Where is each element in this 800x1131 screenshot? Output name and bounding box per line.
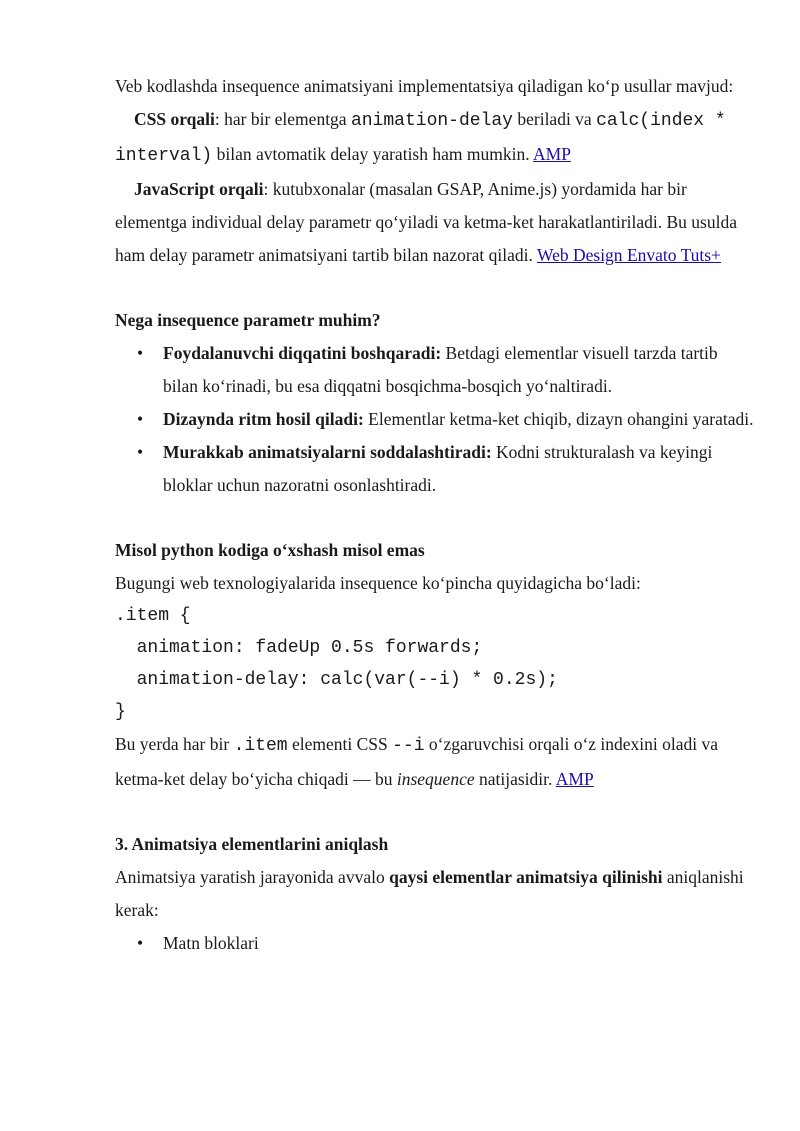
elements-list bbox=[115, 927, 755, 960]
document-page bbox=[115, 70, 755, 960]
code-line: } bbox=[115, 702, 126, 722]
section3-paragraph bbox=[115, 861, 755, 927]
amp-link[interactable]: AMP bbox=[533, 144, 571, 164]
js-text: : kutubxonalar (masalan GSAP, Anime.js) yordamida har bir elementga individual delay parametr qo‘yiladi va ketma-ket harakatlantiriladi. Bu usulda ham delay parametr animatsiyani tartib bilan nazorat qiladi. bbox=[115, 179, 738, 265]
example-explanation bbox=[115, 728, 755, 796]
list-item bbox=[163, 337, 755, 403]
css-text-2: beriladi va bbox=[512, 109, 597, 129]
example-intro: Bugungi web texnologiyalarida insequence ko‘pincha quyidagicha bo‘ladi: bbox=[115, 573, 641, 593]
css-paragraph bbox=[115, 103, 755, 173]
explanation-code-item: .item bbox=[233, 736, 288, 756]
code-line: .item { bbox=[115, 606, 191, 626]
amp-link-2[interactable]: AMP bbox=[555, 769, 594, 789]
js-paragraph bbox=[115, 173, 755, 272]
explanation-emphasis: insequence bbox=[396, 769, 475, 789]
list-item-text: Elementlar ketma-ket chiqib, dizayn ohangini yaratadi. bbox=[363, 409, 754, 429]
explanation-text-1: Bu yerda har bir bbox=[115, 734, 234, 754]
why-heading: Nega insequence parametr muhim? bbox=[115, 310, 381, 330]
explanation-text-3: o‘zgaruvchisi orqali o‘z indexini oladi va ketma-ket delay bo‘yicha chiqadi — bu bbox=[115, 734, 719, 789]
css-code-animation-delay: animation-delay bbox=[350, 111, 513, 131]
list-item-text: Kodni strukturalash va keyingi bloklar uchun nazoratni osonlashtiradi. bbox=[163, 442, 713, 495]
list-item bbox=[163, 436, 755, 502]
list-item-bold: Foydalanuvchi diqqatini boshqaradi: bbox=[163, 343, 442, 363]
js-label: JavaScript orqali bbox=[134, 179, 264, 199]
web-design-link-text-2: Envato Tuts+ bbox=[626, 245, 721, 265]
code-line: animation: fadeUp 0.5s forwards; bbox=[115, 638, 483, 658]
explanation-code-var: --i bbox=[392, 736, 425, 756]
intro-paragraph: Veb kodlashda insequence animatsiyani implementatsiya qiladigan ko‘p usullar mavjud: bbox=[115, 76, 734, 96]
code-block bbox=[115, 600, 755, 728]
web-design-link-text-1: Web Design bbox=[536, 245, 627, 265]
code-line: animation-delay: calc(var(--i) * 0.2s); bbox=[115, 670, 558, 690]
list-item bbox=[163, 403, 755, 436]
section3-text-1: Animatsiya yaratish jarayonida avvalo bbox=[115, 867, 390, 887]
list-item: • Matn bloklari bbox=[163, 927, 755, 960]
section3-heading: 3. Animatsiya elementlarini aniqlash bbox=[115, 834, 389, 854]
why-list bbox=[115, 337, 755, 502]
css-text-1: : har bir elementga bbox=[214, 109, 351, 129]
explanation-text-2: elementi CSS bbox=[287, 734, 393, 754]
section3-bold: qaysi elementlar animatsiya qilinishi bbox=[389, 867, 663, 887]
section3-text-2: aniqlanishi kerak: bbox=[115, 867, 744, 920]
list-item-bold: Murakkab animatsiyalarni soddalashtiradi: bbox=[163, 442, 492, 462]
list-item-text: Betdagi elementlar visuell tarzda tartib bilan ko‘rinadi, bu esa diqqatni bosqichma-bosqich yo‘naltiradi. bbox=[163, 343, 718, 396]
explanation-text-4: natijasidir. bbox=[474, 769, 556, 789]
list-item-bold: Dizaynda ritm hosil qiladi: bbox=[163, 409, 364, 429]
css-code-calc: calc(index * interval) bbox=[115, 111, 726, 166]
web-design-link[interactable] bbox=[537, 245, 721, 265]
example-heading: Misol python kodiga o‘xshash misol emas bbox=[115, 540, 425, 560]
css-label: CSS orqali bbox=[134, 109, 215, 129]
css-text-3: bilan avtomatik delay yaratish ham mumkin. bbox=[212, 144, 533, 164]
